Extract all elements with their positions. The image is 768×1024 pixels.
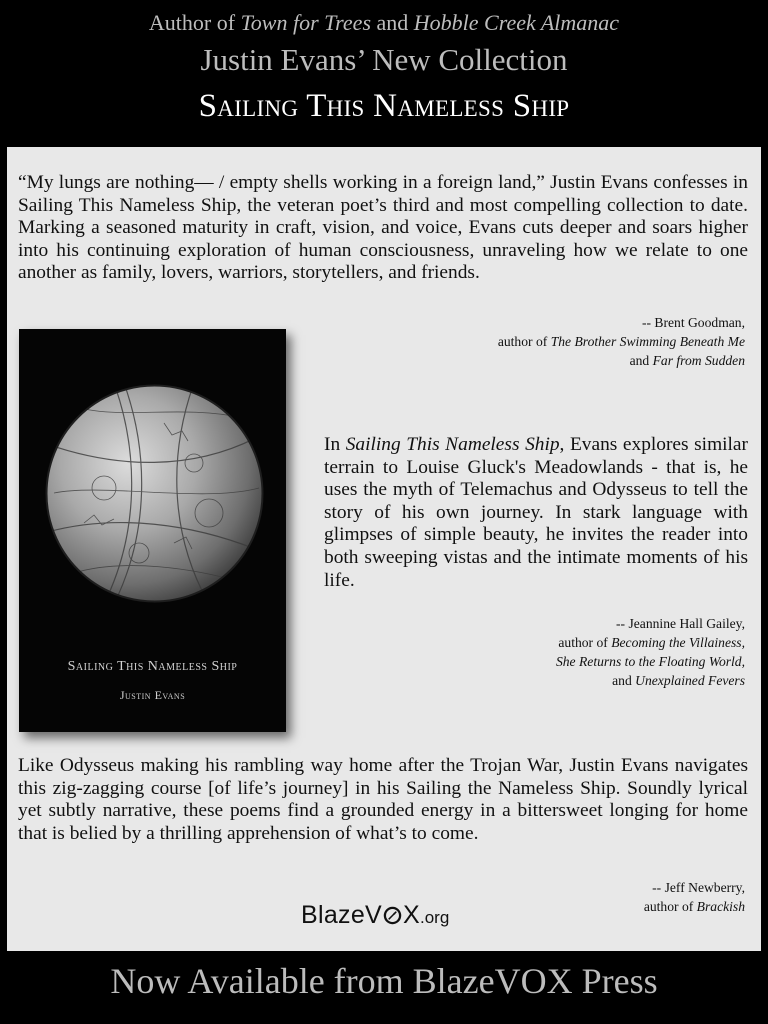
book-title: Becoming the Villainess, [611, 635, 745, 650]
celestial-globe-image [44, 383, 265, 604]
book-cover [19, 329, 286, 732]
attribution-goodman: -- Brent Goodman, author of The Brother Swimming Beneath Me and Far from Sudden [497, 315, 745, 368]
blurb-newberry: Like Odysseus making his rambling way home after the Trojan War, Justin Evans navigates this zig-zagging course [of life’s journey] in his Sailing the Nameless Ship. Soundly lyrical yet subtly narrative, these poems find a grounded energy in a bittersweet longing for home that is belied by a thrilling apprehension of what’s to come. [18, 755, 748, 844]
attribution-newberry: -- Jeff Newberry, author of Brackish [643, 880, 745, 914]
cover-title: Sailing This Nameless Ship [67, 659, 238, 674]
author-credit-line: Author of Town for Trees and Hobble Creek Almanac [148, 10, 620, 35]
availability-banner: Now Available from BlazeVOX Press [110, 961, 658, 1001]
blurb-gailey: In Sailing This Nameless Ship, Evans explores similar terrain to Louise Gluck's Meadowlands - that is, he uses the myth of Telemachus and Odysseus to tell the story of his own journey. In stark language with glimpses of simple beauty, he invites the reader into both sweeping vistas and the intimate moments of his life. [324, 434, 748, 591]
blazevox-logo[interactable]: BlazeV X.org [301, 901, 450, 929]
book-title: Town for Trees [240, 10, 371, 35]
book-title: Unexplained Fevers [635, 673, 745, 688]
header [0, 0, 768, 140]
book-title: Hobble Creek Almanac [413, 10, 620, 35]
book-title: The Brother Swimming Beneath Me [550, 334, 745, 349]
blurb-goodman: “My lungs are nothing— / empty shells working in a foreign land,” Justin Evans confesses in Sailing This Nameless Ship, the veteran poet’s third and most compelling collection to date. Marking a seasoned maturity in craft, vision, and voice, Evans cuts deeper and soars higher into his continuing exploration of human consciousness, unraveling how we relate to one another as family, lovers, warriors, storytellers, and friends. [18, 172, 748, 284]
book-title: Sailing This Nameless Ship [345, 434, 560, 455]
collection-heading: Justin Evans’ New Collection [200, 42, 568, 77]
cover-author: Justin Evans [119, 688, 186, 702]
book-title: She Returns to the Floating World, [555, 654, 745, 669]
book-title: Brackish [696, 899, 745, 914]
content-panel [7, 147, 761, 951]
page-title: Sailing This Nameless Ship [198, 88, 570, 124]
attribution-gailey: -- Jeannine Hall Gailey, author of Becoming the Villainess, She Returns to the Floating World, and Unexplained Fevers [555, 616, 745, 688]
compass-o-icon [383, 906, 402, 925]
book-title: Far from Sudden [652, 353, 745, 368]
